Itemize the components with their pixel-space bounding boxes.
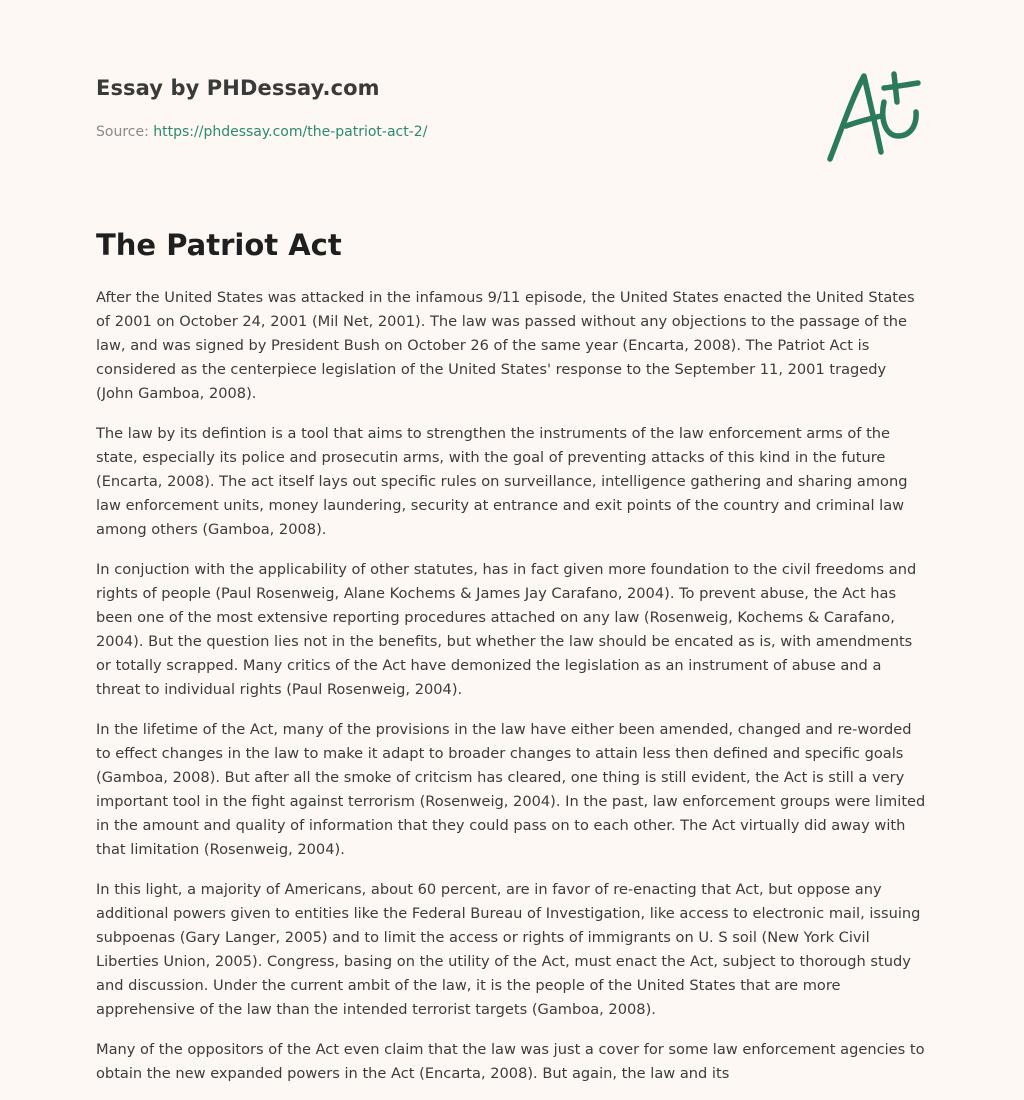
essay-body [96,286,928,1086]
essay-paragraph: After the United States was attacked in the infamous 9/11 episode, the United States enacted the United States of 2001 on October 24, 2001 (Mil Net, 2001). The law was passed without any objections to the passage of the law, and was signed by President Bush on October 26 of the same year (Encarta, 2008). The Patriot Act is considered as the centerpiece legislation of the United States' response to the September 11, 2001 tragedy (John Gamboa, 2008). [96,289,915,402]
essay-paragraph: Many of the oppositors of the Act even claim that the law was just a cover for some law enforcement agencies to obtain the new expanded powers in the Act (Encarta, 2008). But again, the law and its [96,1041,925,1082]
source-link[interactable]: https://phdessay.com/the-patriot-act-2/ [153,124,428,140]
source-label: Source: [96,124,149,140]
a-plus-logo-icon [826,66,926,166]
page-header [96,0,928,200]
essay-paragraph: The law by its defintion is a tool that aims to strengthen the instruments of the law enforcement arms of the state, especially its police and prosecutin arms, with the goal of preventing attacks of this kind in the future (Encarta, 2008). The act itself lays out specific rules on surveillance, intelligence gathering and sharing among law enforcement units, money laundering, security at entrance and exit points of the country and criminal law among others (Gamboa, 2008). [96,425,908,538]
site-title: Essay by PHDessay.com [96,76,380,100]
essay-paragraph: In conjuction with the applicability of other statutes, has in fact given more foundation to the civil freedoms and rights of people (Paul Rosenweig, Alane Kochems & James Jay Carafano, 2004). To prevent abuse, the Act has been one of the most extensive reporting procedures attached on any law (Rosenweig, Kochems & Carafano, 2004). But the question lies not in the benefits, but whether the law should be encated as is, with amendments or totally scrapped. Many critics of the Act have demonized the legislation as an instrument of abuse and a threat to individual rights (Paul Rosenweig, 2004). [96,561,917,698]
essay-title: The Patriot Act [96,228,342,262]
essay-paragraph: In this light, a majority of Americans, about 60 percent, are in favor of re-enacting that Act, but oppose any additional powers given to entities like the Federal Bureau of Investigation, like access to electronic mail, issuing subpoenas (Gary Langer, 2005) and to limit the access or rights of immigrants on U. S soil (New York Civil Liberties Union, 2005). Congress, basing on the utility of the Act, must enact the Act, subject to thorough study and discussion. Under the current ambit of the law, it is the people of the United States that are more apprehensive of the law than the intended terrorist targets (Gamboa, 2008). [96,881,921,1018]
essay-paragraph: In the lifetime of the Act, many of the provisions in the law have either been amended, changed and re-worded to effect changes in the law to make it adapt to broader changes to attain less then defined and specific goals (Gamboa, 2008). But after all the smoke of critcism has cleared, one thing is still evident, the Act is still a very important tool in the fight against terrorism (Rosenweig, 2004). In the past, law enforcement groups were limited in the amount and quality of information that they could pass on to each other. The Act virtually did away with that limitation (Rosenweig, 2004). [96,721,926,858]
source-line [96,124,427,140]
